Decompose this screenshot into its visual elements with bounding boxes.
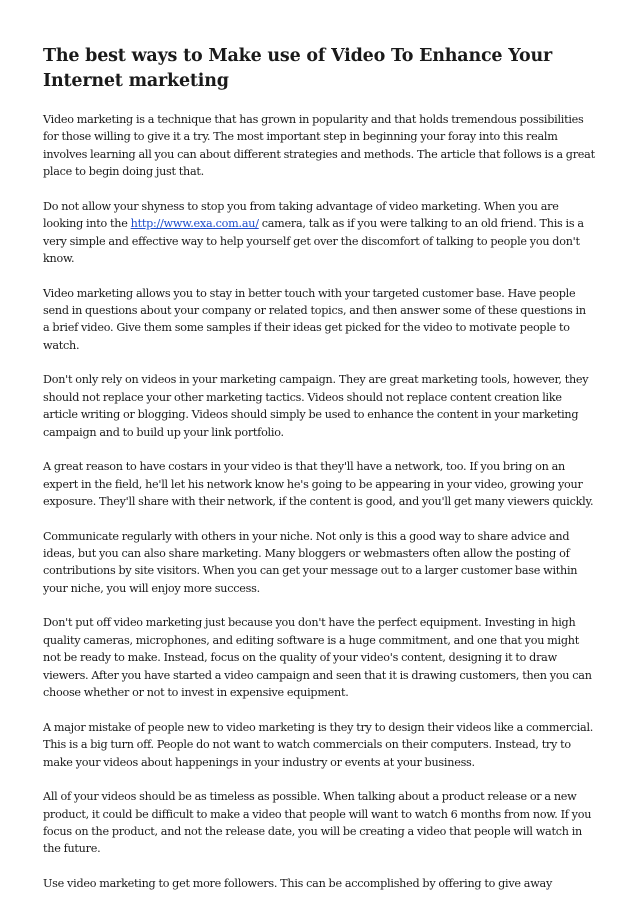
camera-link[interactable]: http://www.exa.com.au/ xyxy=(130,217,259,231)
paragraph-6: Communicate regularly with others in your niche. Not only is this a good way to share advice and ideas, but you can also share marketing. Many bloggers or webmasters often allow the posting of contributions by site visitors. When you can get your message out to a larger customer base within your niche, you will enjoy more success. xyxy=(43,529,578,595)
paragraph-4: Don't only rely on videos in your marketing campaign. They are great marketing tools, however, they should not replace your other marketing tactics. Videos should not replace content creation like article writing or blogging. Videos should simply be used to enhance the content in your marketing campaign and to build up your link portfolio. xyxy=(43,373,589,439)
paragraph-9: All of your videos should be as timeless as possible. When talking about a product release or a new product, it could be difficult to make a video that people will want to watch 6 months from now. If you focus on the product, and not the release date, you will be creating a video that people will watch in the future. xyxy=(43,790,592,856)
paragraph-1: Video marketing is a technique that has grown in popularity and that holds tremendous possibilities for those willing to give it a try. The most important step in beginning your foray into this realm involves learning all you can about different strategies and methods. The article that follows is a great place to begin doing just that. xyxy=(43,113,595,179)
paragraph-2-text-after: camera, talk as if you were talking to an old friend. This is a very simple and effective way to help yourself get over the discomfort of talking to people you don't know. xyxy=(43,217,584,266)
document-title: The best ways to Make use of Video To Enhance Your Internet marketing xyxy=(43,46,553,91)
paragraph-10: Use video marketing to get more followers. This can be accomplished by offering to give away xyxy=(43,876,553,890)
paragraph-2-text-before: Do not allow your shyness to stop you from taking advantage of video marketing. When you are looking into the xyxy=(43,199,559,231)
paragraph-3: Video marketing allows you to stay in better touch with your targeted customer base. Have people send in questions about your company or related topics, and then answer some of these questions in a brief video. Give them some samples if their ideas get picked for the video to motivate people to watch. xyxy=(43,286,586,352)
paragraph-5: A great reason to have costars in your video is that they'll have a network, too. If you bring on an expert in the field, he'll let his network know he's going to be appearing in your video, growing your exposure. They'll share with their network, if the content is good, and you'll get many viewers quickly. xyxy=(43,460,594,509)
paragraph-8: A major mistake of people new to video marketing is they try to design their videos like a commercial. This is a big turn off. People do not want to watch commercials on their computers. Instead, try to make your videos about happenings in your industry or events at your business. xyxy=(43,720,594,769)
paragraph-2 xyxy=(43,198,595,268)
paragraph-7: Don't put off video marketing just because you don't have the perfect equipment. Investing in high quality cameras, microphones, and editing software is a huge commitment, and one that you might not be ready to make. Instead, focus on the quality of your video's content, designing it to draw viewers. After you have started a video campaign and seen that it is drawing customers, then you can choose whether or not to invest in expensive equipment. xyxy=(43,616,592,700)
document-page xyxy=(43,44,595,910)
